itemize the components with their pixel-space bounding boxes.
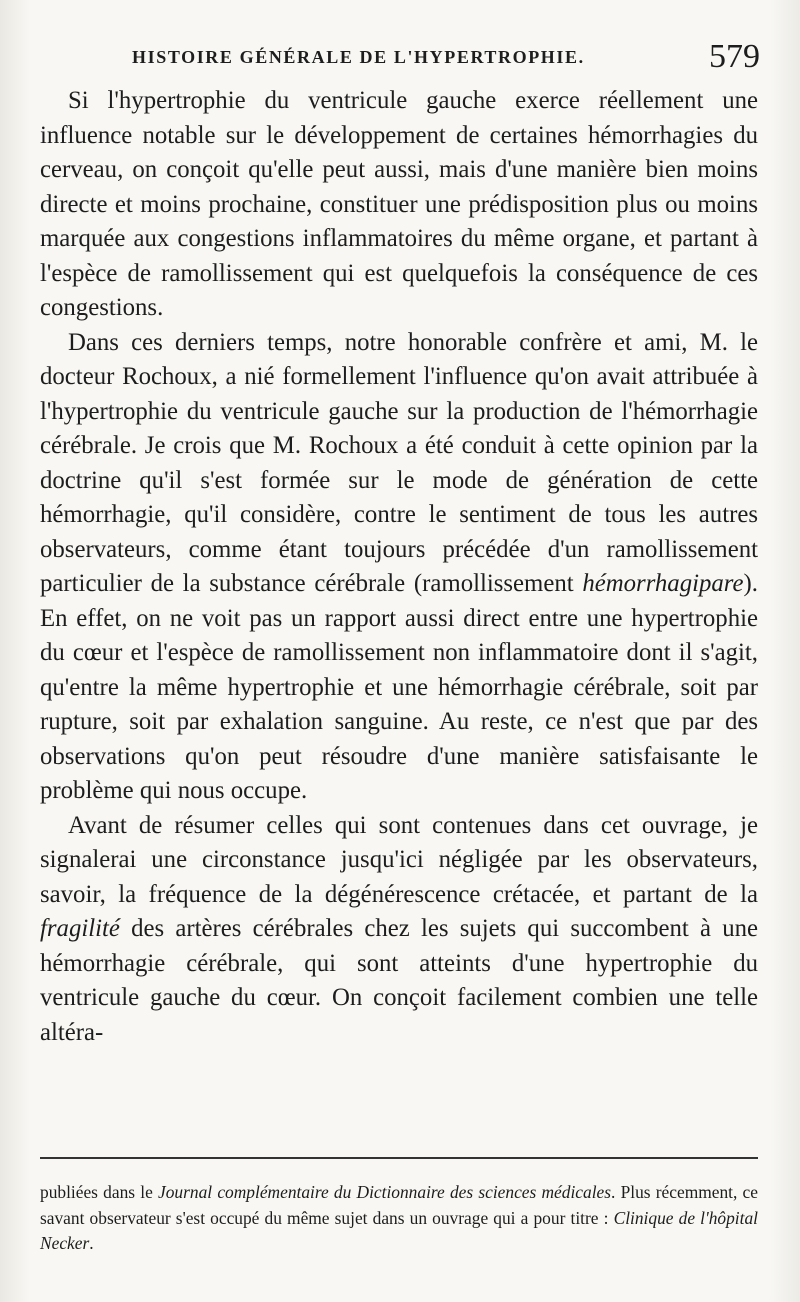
main-text [40,84,758,1050]
page-number: 579 [709,38,760,75]
footnote-italic-2: Clinique de l'hôpital Necker [40,1207,758,1253]
footnote-text-b: . Plus récemment, ce savant observateur s'est occupé du même sujet dans un ouvrage qui a pour titre : [40,1182,758,1228]
footnote [40,1180,758,1257]
footnote-text-a: publiées dans le [40,1182,159,1202]
paragraph-2 [40,326,758,809]
paragraph-1 [40,84,758,326]
footnote-divider [40,1157,758,1159]
footnote-text-c: . [89,1233,94,1253]
page-header [40,38,760,78]
paragraph-1-text: Si l'hypertrophie du ventricule gauche exerce réellement une influence notable sur le développement de certaines hémorrhagies du cerveau, on conçoit qu'elle peut aussi, mais d'une manière bien moins directe et moins prochaine, constituer une prédisposition plus ou moins marquée aux congestions inflammatoires du même organe, et partant à l'espèce de ramollissement qui est quelquefois la conséquence de ces congestions. [40,87,758,321]
paragraph-3-italic: fragilité [40,915,120,942]
running-title: HISTOIRE GÉNÉRALE DE L'HYPERTROPHIE. [132,47,585,67]
paragraph-3 [40,809,758,1051]
paragraph-2-text-a: Dans ces derniers temps, notre honorable confrère et ami, M. le docteur Rochoux, a nié formellement l'influence qu'on avait attribuée à l'hypertrophie du ventricule gauche sur la production de l'hémorrhagie cérébrale. Je crois que M. Rochoux a été conduit à cette opinion par la doctrine qu'il s'est formée sur le mode de génération de cette hémorrhagie, qu'il considère, contre le sentiment de tous les autres observateurs, comme étant toujours précédée d'un ramollissement particulier de la substance cérébrale (ramollissement [40,328,758,597]
paragraph-3-text-a: Avant de résumer celles qui sont contenues dans cet ouvrage, je signalerai une circonstance jusqu'ici négligée par les observateurs, savoir, la fréquence de la dégénérescence crétacée, et partant de la [40,811,758,908]
footnote-italic-1: Journal complémentaire du Dictionnaire des sciences médicales [158,1182,612,1202]
paragraph-2-italic: hémorrhagipare [582,570,744,597]
paragraph-2-text-b: ). En effet, on ne voit pas un rapport aussi direct entre une hypertrophie du cœur et l'espèce de ramollissement non inflammatoire dont il s'agit, qu'entre la même hypertrophie et une hémorrhagie cérébrale, soit par rupture, soit par exhalation sanguine. Au reste, ce n'est que par des observations qu'on peut résoudre d'une manière satisfaisante le problème qui nous occupe. [40,570,758,804]
paragraph-3-text-b: des artères cérébrales chez les sujets qui succombent à une hémorrhagie cérébrale, qui sont atteints d'une hypertrophie du ventricule gauche du cœur. On conçoit facilement combien une telle altéra- [40,915,758,1046]
